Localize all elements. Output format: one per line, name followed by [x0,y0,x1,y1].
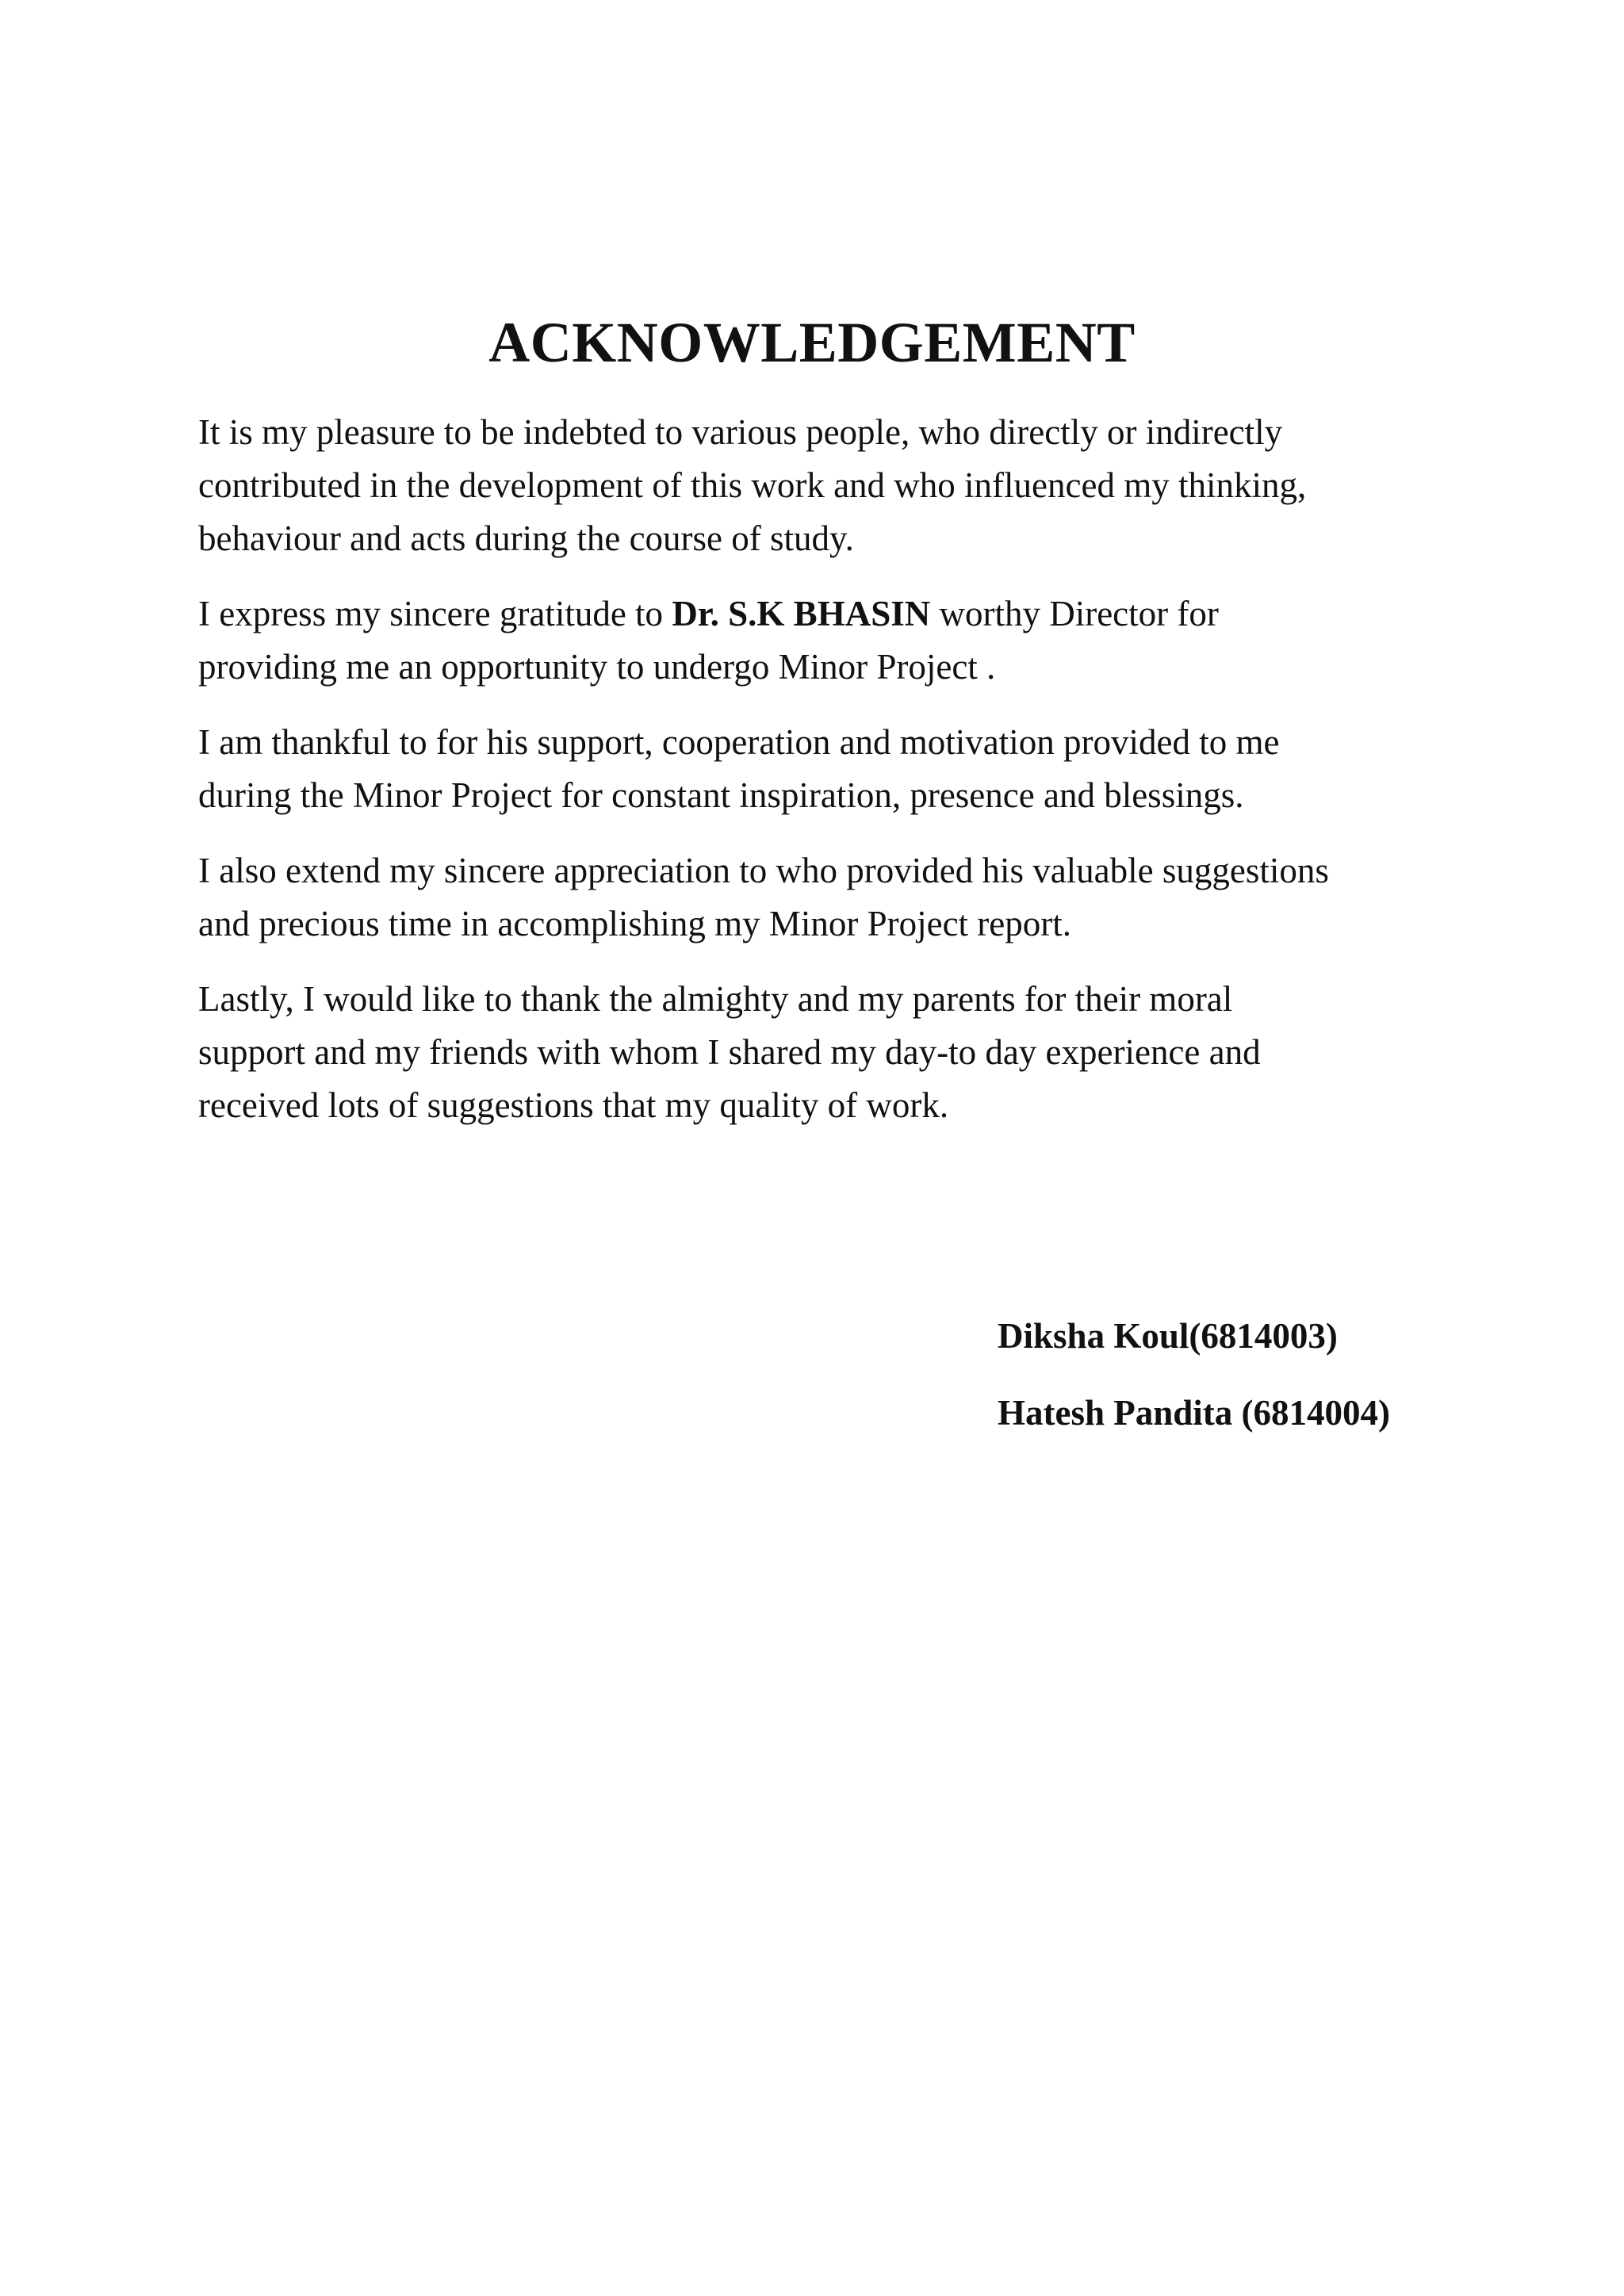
paragraph-2 [198,587,1435,694]
page-title: ACKNOWLEDGEMENT [488,311,1136,374]
paragraph-1 [198,406,1435,565]
director-name: Dr. S.K BHASIN [672,594,931,633]
paragraph-4 [198,844,1435,951]
paragraph-text: worthy Director for [930,594,1219,633]
paragraph-line: I also extend my sincere appreciation to who provided his valuable suggestions [198,851,1329,890]
paragraph-line: support and my friends with whom I shared my day-to day experience and [198,1032,1261,1072]
paragraph-line: contributed in the development of this work and who influenced my thinking, [198,465,1307,505]
paragraph-line: I am thankful to for his support, cooperation and motivation provided to me [198,722,1280,762]
paragraph-line [198,587,1435,641]
acknowledgement-body [198,406,1435,1154]
paragraph-line: received lots of suggestions that my quality of work. [198,1085,949,1125]
paragraph-line: behaviour and acts during the course of study. [198,519,854,558]
paragraph-line: and precious time in accomplishing my Minor Project report. [198,904,1072,943]
paragraph-line: providing me an opportunity to undergo Minor Project . [198,647,996,687]
paragraph-text: I express my sincere gratitude to [198,594,672,633]
paragraph-line: Lastly, I would like to thank the almighty and my parents for their moral [198,979,1233,1019]
paragraph-line: during the Minor Project for constant inspiration, presence and blessings. [198,775,1244,815]
paragraph-5 [198,973,1435,1132]
signature-block [998,1310,1390,1464]
signature-name: Diksha Koul(6814003) [998,1316,1338,1356]
signature-name: Hatesh Pandita (6814004) [998,1393,1390,1433]
paragraph-3 [198,716,1435,822]
paragraph-line: It is my pleasure to be indebted to various people, who directly or indirectly [198,412,1283,452]
